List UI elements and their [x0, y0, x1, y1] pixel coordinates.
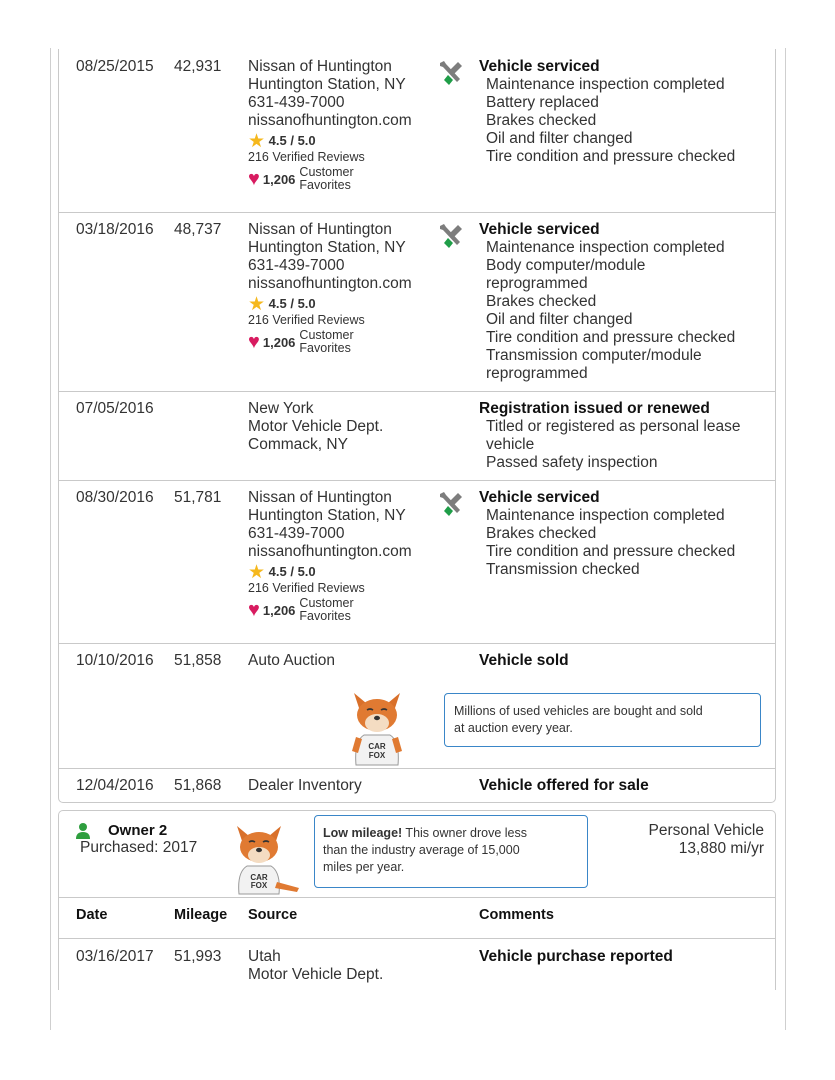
record-comments: [479, 489, 769, 579]
record-comments: [479, 777, 769, 795]
page-left-rule: [50, 48, 51, 1030]
record-mileage: 48,737: [174, 221, 222, 238]
source-name: Utah: [248, 948, 281, 965]
source-website-link[interactable]: nissanofhuntington.com: [248, 112, 412, 129]
fox-shirt-text: FOX: [368, 751, 386, 760]
dealer-rating: [248, 563, 443, 581]
column-header-comments: Comments: [479, 907, 554, 923]
source-location: Huntington Station, NY: [248, 76, 406, 93]
page-right-rule: [785, 48, 786, 1030]
column-header-date: Date: [76, 907, 108, 923]
customer-favorites: [248, 597, 443, 623]
fox-shirt-text: FOX: [250, 881, 268, 890]
record-date: 10/10/2016: [76, 652, 154, 669]
source-name: Nissan of Huntington: [248, 58, 392, 75]
source-name: New York: [248, 400, 314, 417]
auction-info-callout: [444, 693, 761, 747]
star-icon: ★: [248, 131, 266, 152]
callout-bold-text: Low mileage!: [323, 826, 403, 840]
rating-value: 4.5 / 5.0: [268, 133, 316, 148]
rating-value: 4.5 / 5.0: [268, 564, 316, 579]
record-comments: [479, 400, 769, 472]
comment-line: vehicle: [486, 436, 535, 453]
comment-line: reprogrammed: [486, 365, 588, 382]
comment-line: Oil and filter changed: [486, 130, 633, 147]
favorites-count: 1,206: [262, 334, 296, 350]
source-website-link[interactable]: nissanofhuntington.com: [248, 275, 412, 292]
record-date: 07/05/2016: [76, 400, 154, 417]
header-bottom-divider: [58, 938, 776, 939]
comment-line: Maintenance inspection completed: [486, 507, 725, 524]
source-line: Motor Vehicle Dept.: [248, 966, 384, 983]
comment-title: Vehicle serviced: [479, 58, 600, 75]
comment-line: Brakes checked: [486, 112, 597, 129]
record-date: 12/04/2016: [76, 777, 154, 794]
carfox-mascot-icon: [231, 820, 303, 896]
heart-icon: ♥: [248, 168, 260, 190]
star-icon: ★: [248, 562, 266, 583]
record-comments: [479, 948, 769, 966]
customer-favorites: [248, 329, 443, 355]
comment-title: Vehicle serviced: [479, 221, 600, 238]
low-mileage-callout: [314, 815, 588, 888]
record-comments: [479, 221, 769, 383]
dealer-rating: [248, 295, 443, 313]
comment-line: Maintenance inspection completed: [486, 76, 725, 93]
heart-icon: ♥: [248, 331, 260, 353]
row-divider: [58, 212, 776, 213]
source-website-link[interactable]: nissanofhuntington.com: [248, 543, 412, 560]
source-location: Huntington Station, NY: [248, 239, 406, 256]
verified-reviews-link[interactable]: 216 Verified Reviews: [248, 581, 365, 595]
source-phone[interactable]: 631-439-7000: [248, 94, 345, 111]
carfox-mascot-icon: [346, 685, 408, 769]
owner-person-icon: [75, 822, 91, 840]
record-source: [248, 221, 443, 355]
callout-text: miles per year.: [323, 860, 405, 874]
favorites-label: Customer: [299, 165, 354, 179]
callout-text: than the industry average of 15,000: [323, 843, 520, 857]
record-comments: [479, 652, 769, 670]
record-source: [248, 948, 443, 984]
source-phone[interactable]: 631-439-7000: [248, 525, 345, 542]
dealer-rating: [248, 132, 443, 150]
callout-text: This owner drove less: [402, 826, 528, 840]
source-name: Nissan of Huntington: [248, 221, 392, 238]
record-date: 08/25/2015: [76, 58, 154, 75]
vehicle-use-type: Personal Vehicle: [648, 822, 764, 839]
verified-reviews-link[interactable]: 216 Verified Reviews: [248, 313, 365, 327]
source-name: Dealer Inventory: [248, 777, 362, 794]
row-divider: [58, 480, 776, 481]
comment-line: Passed safety inspection: [486, 454, 658, 471]
wrench-screwdriver-icon: [436, 221, 466, 251]
heart-icon: ♥: [248, 599, 260, 621]
comment-line: Brakes checked: [486, 525, 597, 542]
comment-line: Maintenance inspection completed: [486, 239, 725, 256]
column-header-source: Source: [248, 907, 298, 923]
favorites-label: Favorites: [299, 178, 351, 192]
comment-line: reprogrammed: [486, 275, 588, 292]
source-name: Nissan of Huntington: [248, 489, 392, 506]
row-divider: [58, 391, 776, 392]
customer-favorites: [248, 166, 443, 192]
callout-text: at auction every year.: [454, 721, 573, 735]
comment-line: Oil and filter changed: [486, 311, 633, 328]
comment-line: Brakes checked: [486, 293, 597, 310]
comment-line: Battery replaced: [486, 94, 599, 111]
record-source: [248, 489, 443, 623]
owner-title: Owner 2: [108, 822, 168, 839]
favorites-label: Favorites: [299, 609, 351, 623]
comment-line: Tire condition and pressure checked: [486, 329, 736, 346]
record-mileage: 51,781: [174, 489, 222, 506]
record-mileage: 51,858: [174, 652, 222, 669]
verified-reviews-link[interactable]: 216 Verified Reviews: [248, 150, 365, 164]
wrench-screwdriver-icon: [436, 489, 466, 519]
record-date: 03/18/2016: [76, 221, 154, 238]
rating-value: 4.5 / 5.0: [268, 296, 316, 311]
comment-line: Tire condition and pressure checked: [486, 148, 736, 165]
wrench-screwdriver-icon: [436, 58, 466, 88]
record-source: [248, 400, 443, 454]
source-name: Auto Auction: [248, 652, 336, 669]
callout-text: Millions of used vehicles are bought and sold: [454, 704, 703, 718]
comment-line: Tire condition and pressure checked: [486, 543, 736, 560]
record-mileage: 42,931: [174, 58, 222, 75]
comment-line: Transmission checked: [486, 561, 640, 578]
comment-title: Registration issued or renewed: [479, 400, 710, 417]
favorites-label: Favorites: [299, 341, 351, 355]
record-comments: [479, 58, 769, 166]
favorites-count: 1,206: [262, 602, 296, 618]
comment-line: Transmission computer/module: [486, 347, 702, 364]
column-header-mileage: Mileage: [174, 907, 228, 923]
fox-shirt-text: CAR: [368, 742, 386, 751]
comment-line: Body computer/module: [486, 257, 646, 274]
favorites-count: 1,206: [262, 171, 296, 187]
record-source: [248, 58, 443, 192]
source-phone[interactable]: 631-439-7000: [248, 257, 345, 274]
record-mileage: 51,868: [174, 777, 222, 794]
record-date: 03/16/2017: [76, 948, 154, 965]
owner-purchased-year: Purchased: 2017: [80, 839, 198, 856]
annual-mileage-rate: 13,880 mi/yr: [678, 840, 764, 857]
record-source: [248, 652, 443, 670]
record-mileage: 51,993: [174, 948, 222, 965]
star-icon: ★: [248, 294, 266, 315]
record-date: 08/30/2016: [76, 489, 154, 506]
comment-title: Vehicle serviced: [479, 489, 600, 506]
comment-line: Titled or registered as personal lease: [486, 418, 741, 435]
source-line: Motor Vehicle Dept.: [248, 418, 384, 435]
comment-title: Vehicle sold: [479, 652, 569, 669]
source-location: Huntington Station, NY: [248, 507, 406, 524]
record-source: [248, 777, 443, 795]
source-location: Commack, NY: [248, 436, 348, 453]
favorites-label: Customer: [299, 596, 354, 610]
header-top-divider: [58, 897, 776, 898]
favorites-label: Customer: [299, 328, 354, 342]
comment-title: Vehicle purchase reported: [479, 948, 673, 965]
fox-shirt-text: CAR: [250, 873, 268, 882]
owner-vehicle-type: [649, 822, 764, 858]
comment-title: Vehicle offered for sale: [479, 777, 649, 794]
row-divider: [58, 768, 776, 769]
row-divider: [58, 643, 776, 644]
